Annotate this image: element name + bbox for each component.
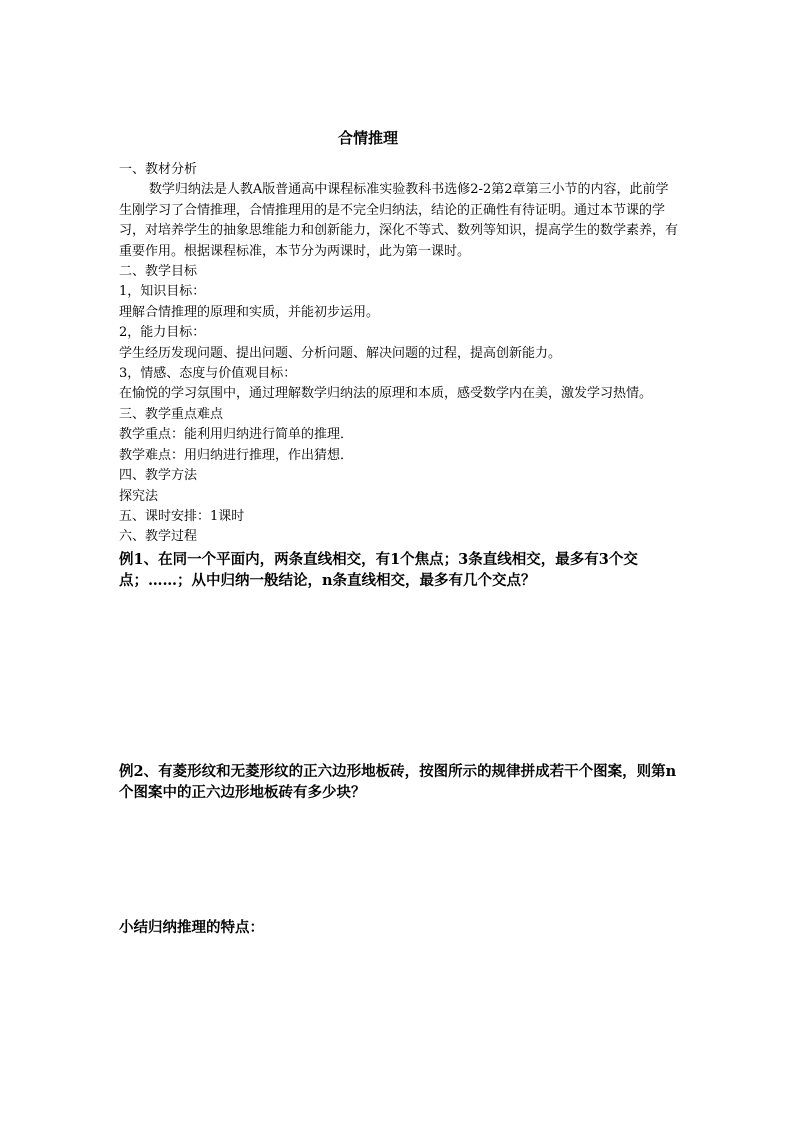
knowledge-goal-text: 理解合情推理的原理和实质，并能初步运用。	[119, 304, 380, 320]
ability-goal-text: 学生经历发现问题、提出问题、分析问题、解决问题的过程，提高创新能力。	[119, 345, 562, 361]
example-2: 例2、有菱形纹和无菱形纹的正六边形地板砖，按图所示的规律拼成若干个图案，则第n个图案中的正六边形地板砖有多少块？	[119, 762, 677, 801]
section-heading-key-points: 三、教学重点难点	[119, 406, 224, 422]
section-heading-process: 六、教学过程	[119, 529, 198, 545]
key-point-text: 教学重点：能利用归纳进行简单的推理．	[119, 427, 354, 443]
section-heading-method: 四、教学方法	[119, 468, 198, 484]
emotion-goal-heading: 3，情感、态度与价值观目标：	[119, 366, 297, 382]
knowledge-goal-heading: 1，知识目标：	[119, 284, 206, 300]
document-body	[119, 160, 679, 938]
emotion-goal-text: 在愉悦的学习氛围中，通过理解数学归纳法的原理和本质，感受数学内在美，激发学习热情。	[119, 386, 653, 402]
summary-heading: 小结归纳推理的特点：	[119, 918, 264, 936]
section-heading-schedule: 五、课时安排：1课时	[119, 508, 245, 524]
section-heading-teaching-goals: 二、教学目标	[119, 264, 198, 280]
section-heading-material-analysis: 一、教材分析	[119, 162, 198, 177]
example-1: 例1、在同一个平面内，两条直线相交，有1个焦点；3条直线相交，最多有3个交点；……；从中归纳一般结论，n条直线相交，最多有几个交点？	[119, 550, 638, 589]
method-text: 探究法	[119, 488, 159, 504]
material-analysis-paragraph: 数学归纳法是人教A版普通高中课程标准实验教科书选修2-2第2章第三小节的内容，此前学生刚学习了合情推理，合情推理用的是不完全归纳法，结论的正确性有待证明。通过本节课的学习，对培养学生的抽象思维能力和创新能力，深化不等式、数列等知识，提高学生的数学素养，有重要作用。根据课程标准，本节分为两课时，此为第一课时。	[119, 182, 679, 259]
page-title: 合情推理	[337, 129, 398, 147]
difficult-point-text: 教学难点：用归纳进行推理，作出猜想．	[119, 447, 354, 463]
ability-goal-heading: 2，能力目标：	[119, 325, 206, 341]
